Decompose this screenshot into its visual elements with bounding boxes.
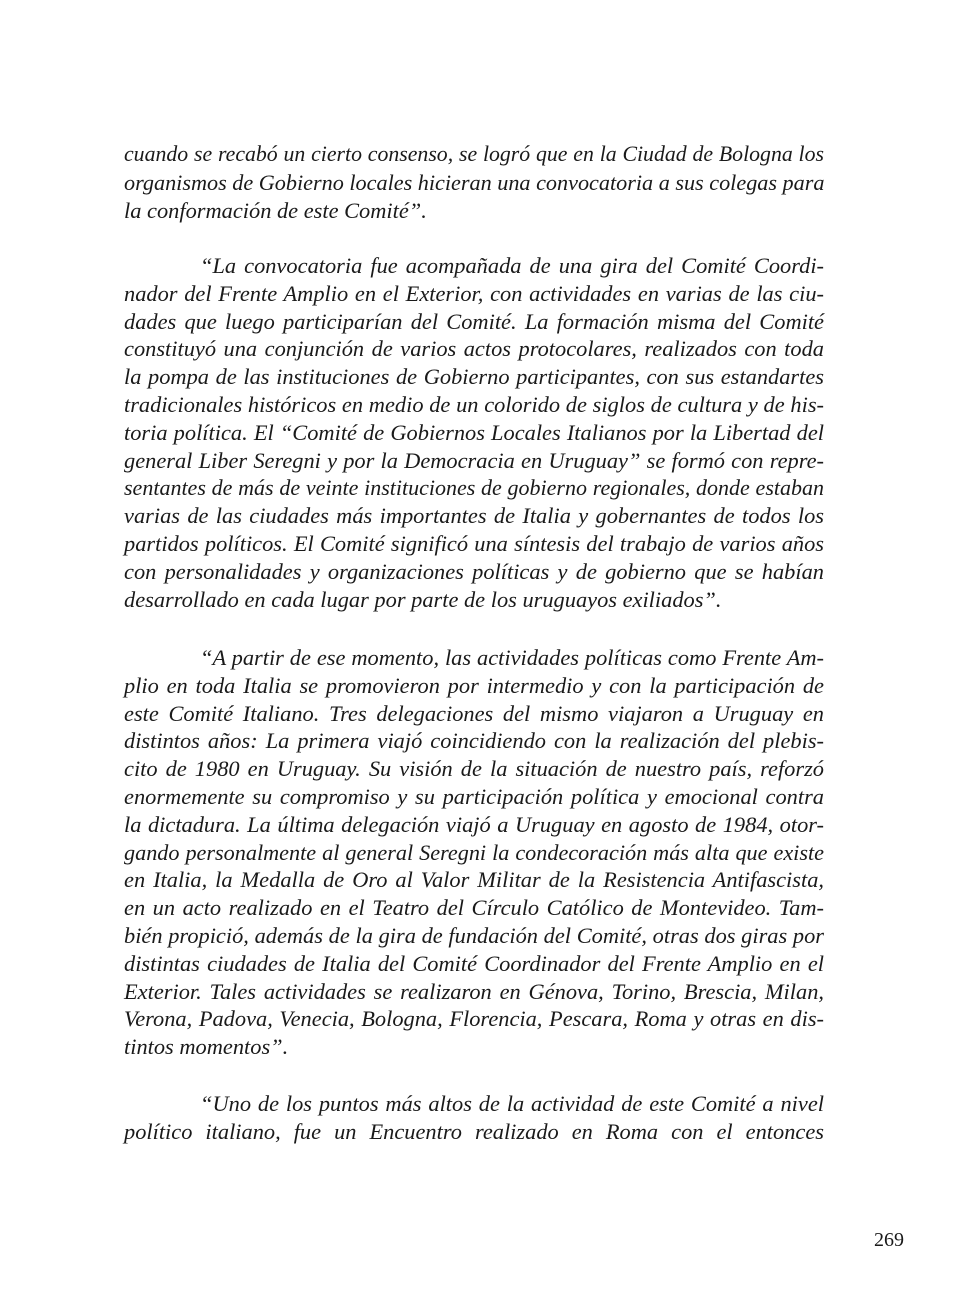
text-line: la conformación de este Comité”. [124,197,427,223]
text-line: Verona, Padova, Venecia, Bologna, Florencia, Pescara, Roma y otras en dis- [124,1006,824,1032]
paragraph-2 [124,252,824,613]
text-line: toria política. El “Comité de Gobiernos Locales Italianos por la Libertad del [124,419,824,445]
text-line: varias de las ciudades más importantes de Italia y gobernantes de todos los [124,503,824,529]
text-line: “A partir de ese momento, las actividades políticas como Frente Am- [200,645,824,670]
text-line: tradicionales históricos en medio de un colorido de siglos de cultura y de his- [124,391,824,417]
text-line: tintos momentos”. [124,1034,289,1060]
text-line: dades que luego participarían del Comité. La formación misma del Comité [124,308,824,334]
text-line: “La convocatoria fue acompañada de una gira del Comité Coordi- [200,253,824,278]
text-line: político italiano, fue un Encuentro realizado en Roma con el entonces [124,1118,824,1144]
text-line: enormemente su compromiso y su participación política y emocional contra [124,783,824,809]
text-line: nador del Frente Amplio en el Exterior, con actividades en varias de las ciu- [124,280,824,306]
text-line: sentantes de más de veinte instituciones de gobierno regionales, donde estaban [124,475,824,501]
text-line: general Liber Seregni y por la Democracia en Uruguay” se formó con repre- [124,447,824,473]
text-line: bién propició, además de la gira de fundación del Comité, otras dos giras por [124,922,824,948]
text-line: cuando se recabó un cierto consenso, se logró que en la Ciudad de Bologna los [124,142,824,166]
text-line: plio en toda Italia se promovieron por intermedio y con la participación de [124,672,824,698]
text-line: distintas ciudades de Italia del Comité Coordinador del Frente Amplio en el [124,950,824,976]
text-line: gando personalmente al general Seregni la condecoración más alta que existe [124,839,824,865]
text-line: la pompa de las instituciones de Gobierno participantes, con sus estandartes [124,364,824,390]
text-line: organismos de Gobierno locales hicieran una convocatoria a sus colegas para [124,169,825,195]
text-line: “Uno de los puntos más altos de la actividad de este Comité a nivel [200,1091,824,1116]
text-line: en Italia, la Medalla de Oro al Valor Militar de la Resistencia Antifascista, [124,867,824,893]
text-line: partidos políticos. El Comité significó una síntesis del trabajo de varios años [124,530,824,556]
text-line: con personalidades y organizaciones políticas y de gobierno que se habían [124,558,824,584]
paragraph-1 [124,141,824,224]
text-line: distintos años: La primera viajó coincidiendo con la realización del plebis- [124,728,824,754]
text-line: constituyó una conjunción de varios actos protocolares, realizados con toda [124,336,824,362]
text-line: desarrollado en cada lugar por parte de los uruguayos exiliados”. [124,586,722,612]
text-line: cito de 1980 en Uruguay. Su visión de la situación de nuestro país, reforzó [124,756,824,782]
paragraph-4 [124,1090,824,1146]
text-line: en un acto realizado en el Teatro del Círculo Católico de Montevideo. Tam- [124,895,824,921]
page-number: 269 [874,1229,904,1251]
text-line: Exterior. Tales actividades se realizaron en Génova, Torino, Brescia, Milan, [124,978,824,1004]
text-line: la dictadura. La última delegación viajó a Uruguay en agosto de 1984, otor- [124,811,824,837]
text-line: este Comité Italiano. Tres delegaciones del mismo viajaron a Uruguay en [124,700,824,726]
paragraph-3 [124,644,824,1061]
